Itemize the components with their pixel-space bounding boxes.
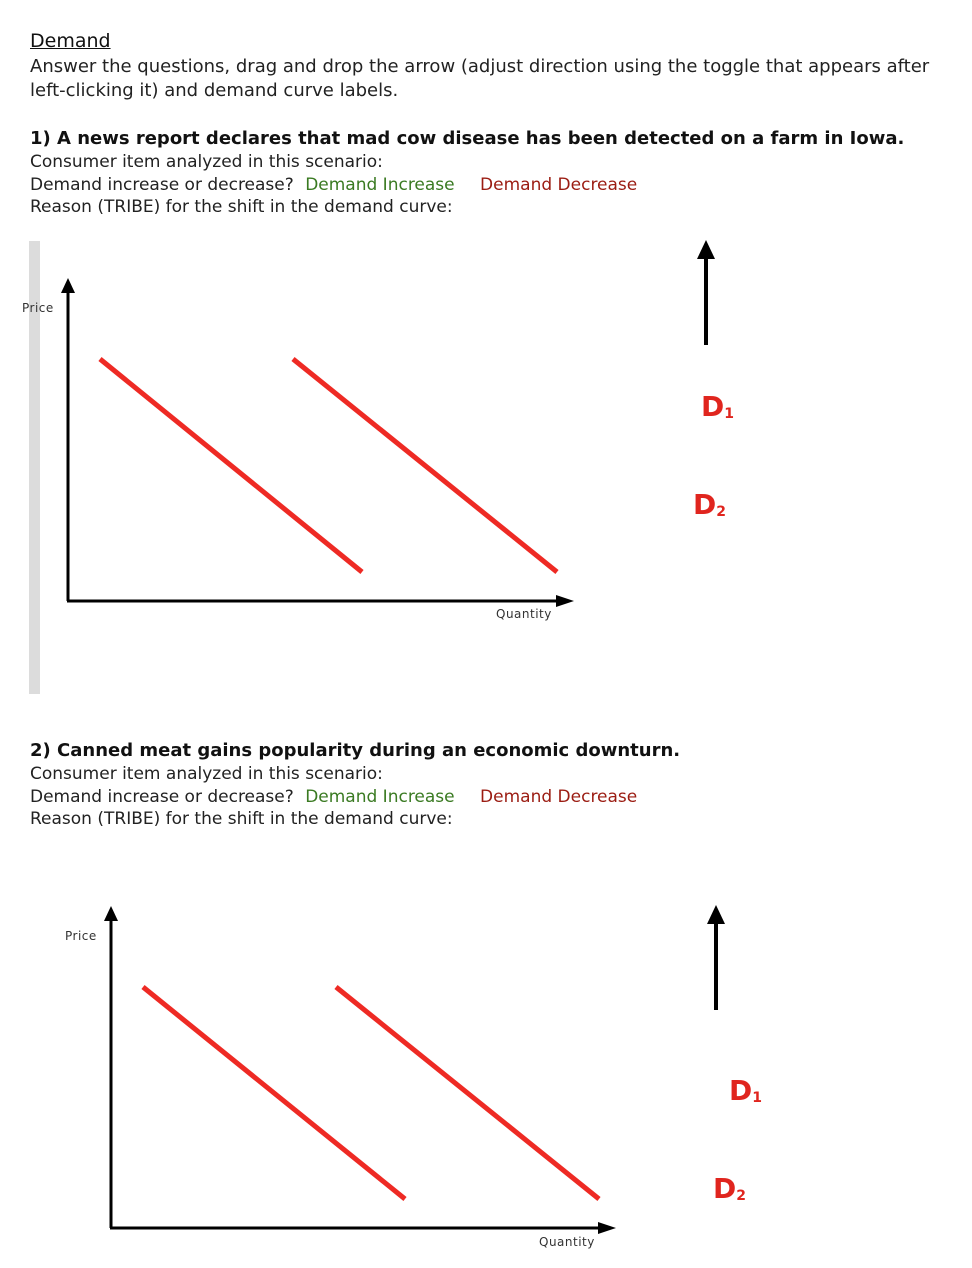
question-1-demand-increase-option[interactable]: Demand Increase [305, 175, 455, 195]
graph-1-price-label: Price [22, 301, 54, 315]
question-1-direction-label: Demand increase or decrease? [30, 175, 294, 195]
question-1-demand-decrease-option[interactable]: Demand Decrease [480, 175, 638, 195]
question-1-text: 1) A news report declares that mad cow disease has been detected on a farm in Iowa. [30, 128, 905, 149]
question-1-d1-letter: D [701, 390, 725, 423]
graph-1-quantity-label: Quantity [496, 607, 552, 621]
graph-1-x-axis-arrowhead [556, 595, 574, 607]
question-2-d2-label[interactable] [713, 1172, 746, 1205]
graph-2-x-axis-arrowhead [598, 1222, 616, 1234]
question-1-d2-subscript: 2 [716, 504, 726, 520]
question-1-d2-label[interactable] [693, 488, 726, 521]
page-title: Demand [30, 30, 111, 52]
graph-1 [22, 278, 574, 621]
graph-2-demand-curve-right [336, 987, 599, 1199]
question-2-d1-letter: D [729, 1074, 753, 1107]
graph-2 [65, 906, 616, 1249]
question-2-d2-letter: D [713, 1172, 737, 1205]
question-1-reason-label: Reason (TRIBE) for the shift in the demand curve: [30, 197, 453, 217]
question-1-item-label: Consumer item analyzed in this scenario: [30, 152, 383, 172]
graph-1-demand-curve-left [100, 359, 362, 572]
instructions-text: Answer the questions, drag and drop the arrow (adjust direction using the toggle that appears after left-clicking it) and demand curve labels. [30, 56, 930, 101]
question-2-d2-subscript: 2 [736, 1188, 746, 1204]
graph-2-y-axis-arrowhead [104, 906, 118, 921]
question-1-d1-subscript: 1 [724, 406, 734, 422]
question-2-d1-subscript: 1 [752, 1090, 762, 1106]
arrow-2-head[interactable] [707, 905, 725, 924]
question-2-d1-label[interactable] [729, 1074, 762, 1107]
question-2-direction-label: Demand increase or decrease? [30, 787, 294, 807]
draggable-arrow-2[interactable] [707, 905, 725, 1010]
graph-1-demand-curve-right [293, 359, 557, 572]
graph-2-quantity-label: Quantity [539, 1235, 595, 1249]
graph-1-y-axis-arrowhead [61, 278, 75, 293]
draggable-arrow-1[interactable] [697, 240, 715, 345]
graph-2-demand-curve-left [143, 987, 405, 1199]
question-2-item-label: Consumer item analyzed in this scenario: [30, 764, 383, 784]
question-1-d1-label[interactable] [701, 390, 734, 423]
graph-2-price-label: Price [65, 929, 97, 943]
question-2-direction-row [30, 786, 637, 808]
question-2-demand-decrease-option[interactable]: Demand Decrease [480, 787, 638, 807]
question-2-reason-label: Reason (TRIBE) for the shift in the demand curve: [30, 809, 453, 829]
question-2-text: 2) Canned meat gains popularity during an economic downturn. [30, 740, 681, 761]
question-1-d2-letter: D [693, 488, 717, 521]
question-2-demand-increase-option[interactable]: Demand Increase [305, 787, 455, 807]
arrow-1-head[interactable] [697, 240, 715, 259]
